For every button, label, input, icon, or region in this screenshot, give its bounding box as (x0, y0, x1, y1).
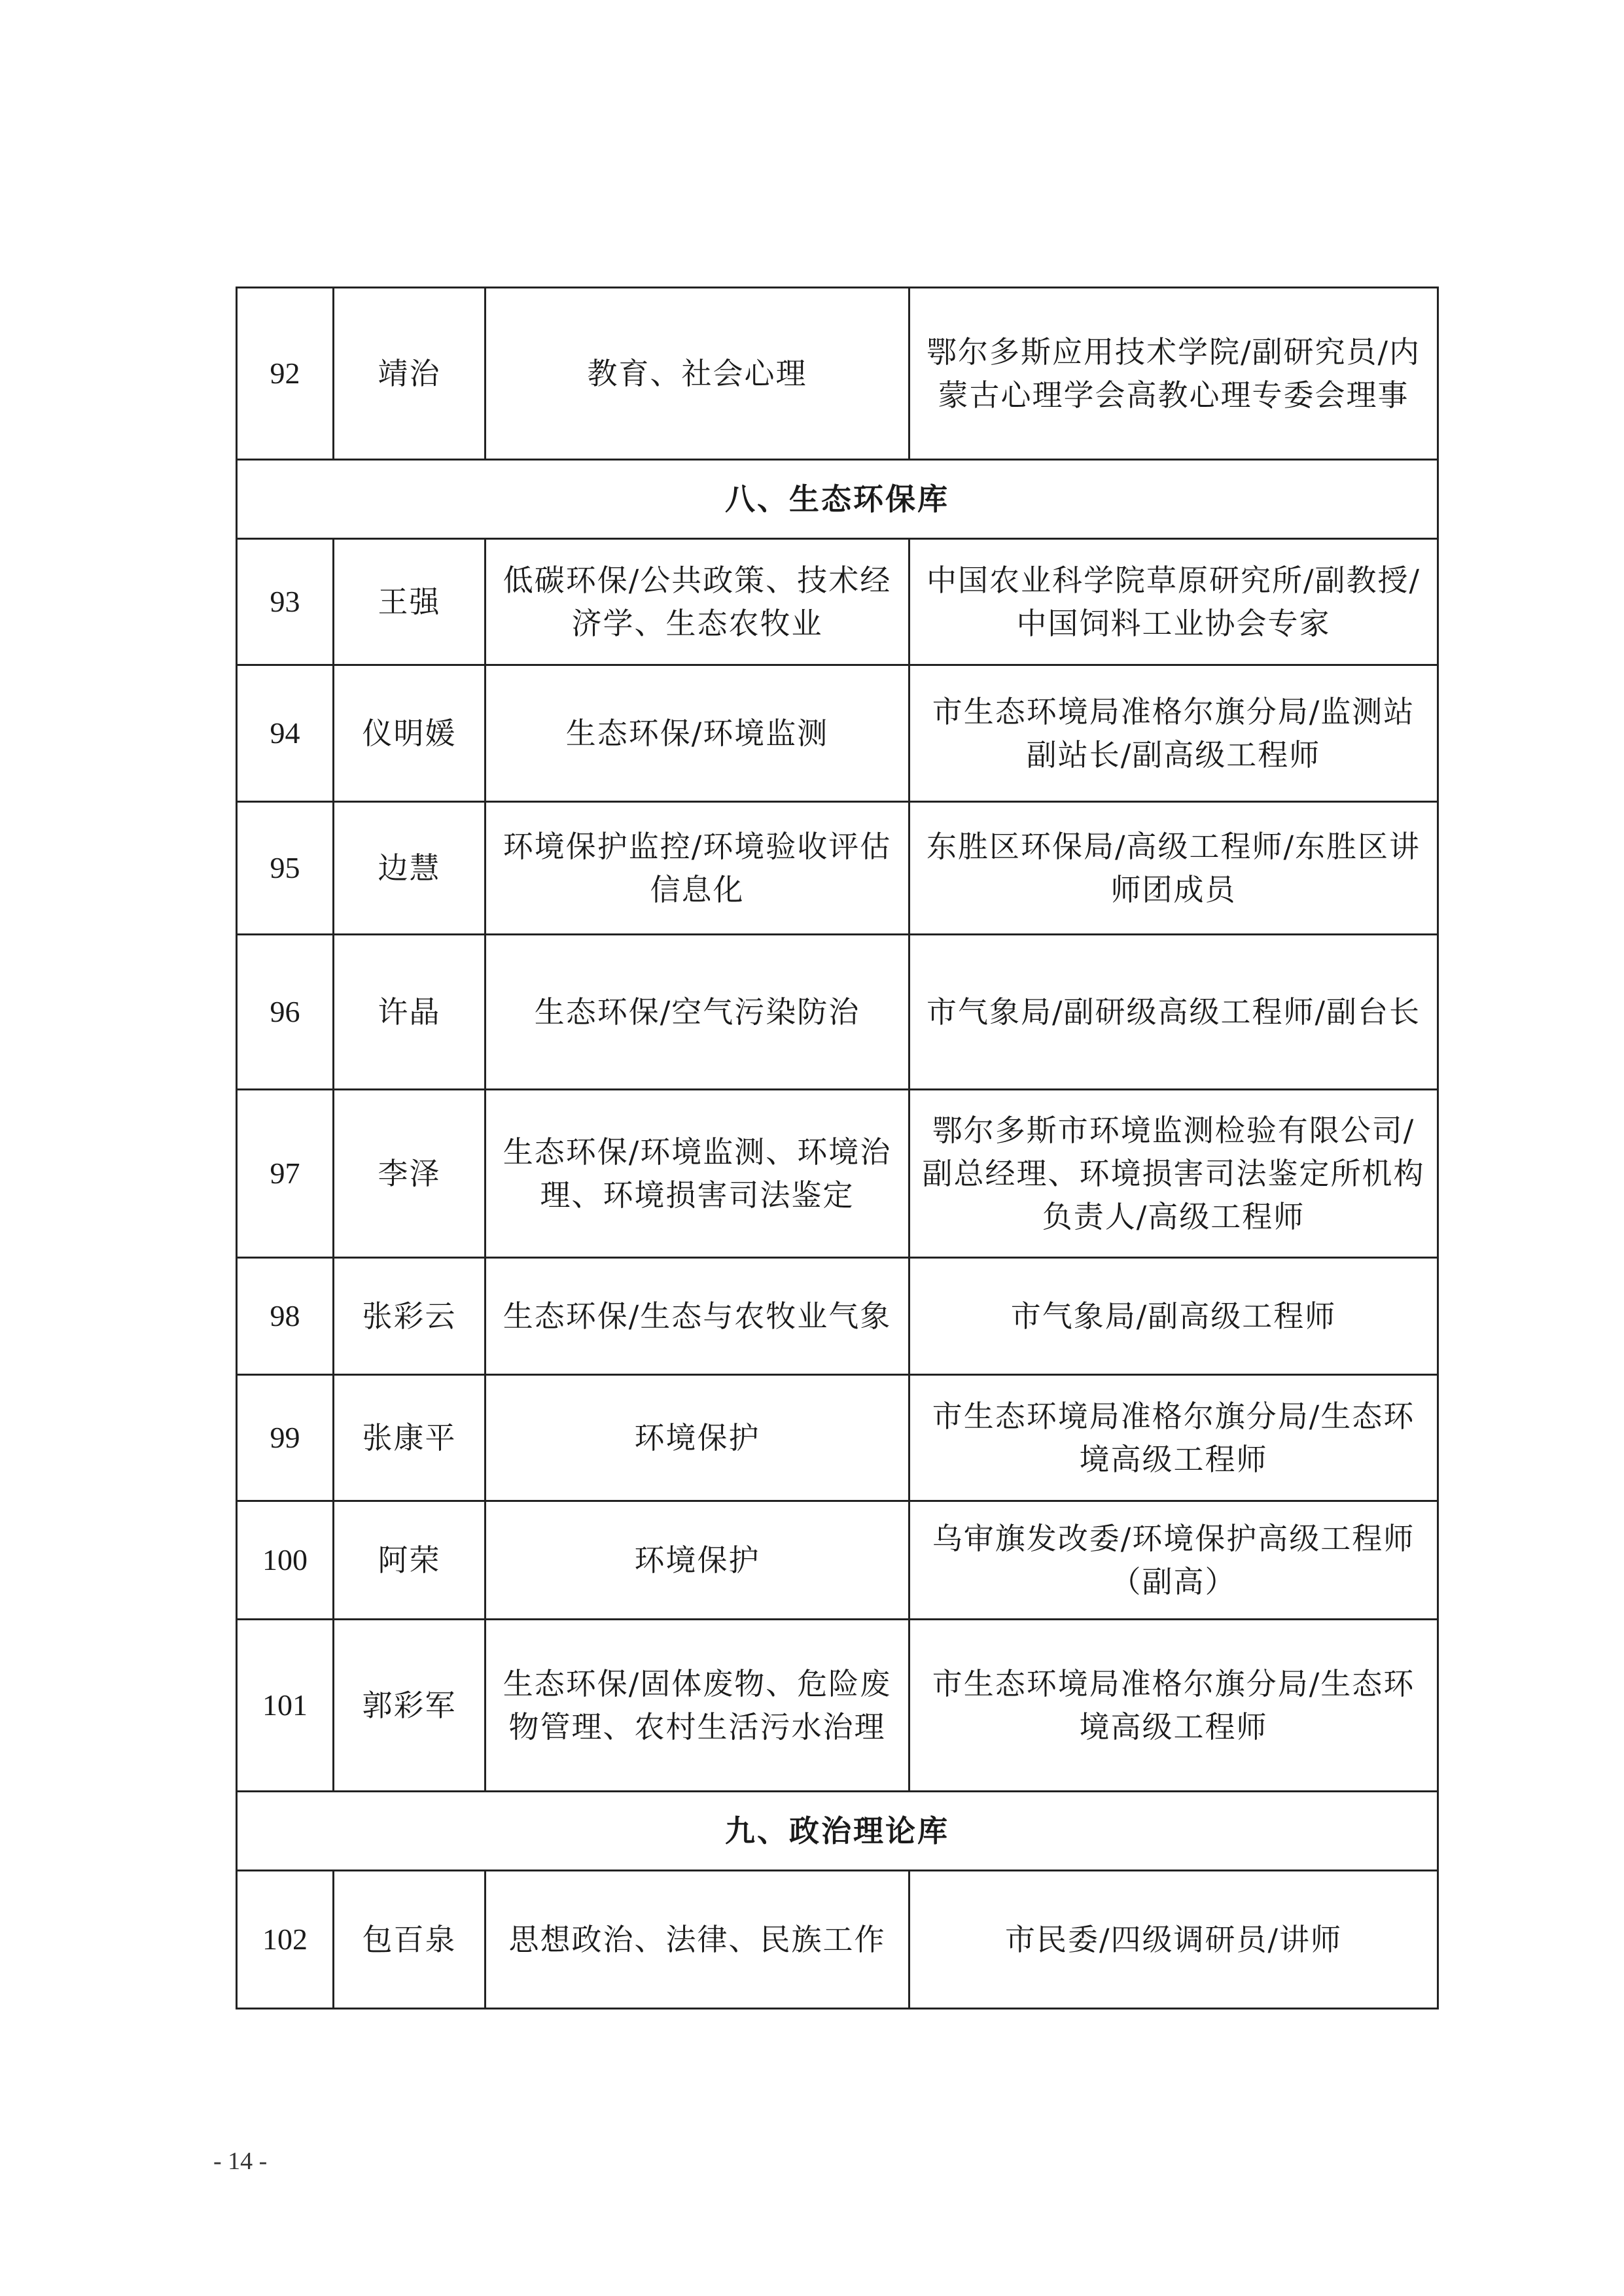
row-number-cell: 100 (237, 1501, 334, 1620)
field-cell: 环境保护 (485, 1375, 909, 1501)
row-number-cell: 101 (237, 1620, 334, 1792)
section-title: 九、政治理论库 (237, 1792, 1438, 1871)
section-header-row (237, 460, 1438, 539)
table-row (237, 1375, 1438, 1501)
table-row (237, 1090, 1438, 1258)
row-number-cell: 98 (237, 1258, 334, 1375)
field-cell: 教育、社会心理 (485, 288, 909, 460)
unit-title-cell: 市民委/四级调研员/讲师 (909, 1871, 1438, 2009)
unit-title-cell: 鄂尔多斯应用技术学院/副研究员/内蒙古心理学会高教心理专委会理事 (909, 288, 1438, 460)
unit-title-cell: 市生态环境局准格尔旗分局/监测站副站长/副高级工程师 (909, 665, 1438, 802)
table-row (237, 1871, 1438, 2009)
section-title: 八、生态环保库 (237, 460, 1438, 539)
section-header-row (237, 1792, 1438, 1871)
table-row (237, 802, 1438, 935)
name-cell: 仪明媛 (334, 665, 485, 802)
name-cell: 许晶 (334, 935, 485, 1090)
name-cell: 阿荣 (334, 1501, 485, 1620)
table-row (237, 1258, 1438, 1375)
name-cell: 边慧 (334, 802, 485, 935)
unit-title-cell: 市生态环境局准格尔旗分局/生态环境高级工程师 (909, 1620, 1438, 1792)
expert-roster-table (236, 287, 1439, 2009)
unit-title-cell: 东胜区环保局/高级工程师/东胜区讲师团成员 (909, 802, 1438, 935)
field-cell: 低碳环保/公共政策、技术经济学、生态农牧业 (485, 539, 909, 665)
field-cell: 环境保护监控/环境验收评估信息化 (485, 802, 909, 935)
name-cell: 张康平 (334, 1375, 485, 1501)
field-cell: 生态环保/空气污染防治 (485, 935, 909, 1090)
unit-title-cell: 市气象局/副高级工程师 (909, 1258, 1438, 1375)
row-number-cell: 94 (237, 665, 334, 802)
row-number-cell: 97 (237, 1090, 334, 1258)
table-row (237, 1501, 1438, 1620)
field-cell: 生态环保/环境监测、环境治理、环境损害司法鉴定 (485, 1090, 909, 1258)
name-cell: 王强 (334, 539, 485, 665)
name-cell: 郭彩军 (334, 1620, 485, 1792)
unit-title-cell: 市生态环境局准格尔旗分局/生态环境高级工程师 (909, 1375, 1438, 1501)
name-cell: 靖治 (334, 288, 485, 460)
unit-title-cell: 鄂尔多斯市环境监测检验有限公司/副总经理、环境损害司法鉴定所机构负责人/高级工程师 (909, 1090, 1438, 1258)
page-number: - 14 - (213, 2148, 268, 2175)
field-cell: 生态环保/生态与农牧业气象 (485, 1258, 909, 1375)
row-number-cell: 99 (237, 1375, 334, 1501)
unit-title-cell: 乌审旗发改委/环境保护高级工程师（副高） (909, 1501, 1438, 1620)
row-number-cell: 102 (237, 1871, 334, 2009)
roster-body (237, 288, 1438, 2009)
field-cell: 环境保护 (485, 1501, 909, 1620)
field-cell: 生态环保/固体废物、危险废物管理、农村生活污水治理 (485, 1620, 909, 1792)
table-row (237, 539, 1438, 665)
table-row (237, 1620, 1438, 1792)
row-number-cell: 92 (237, 288, 334, 460)
name-cell: 包百泉 (334, 1871, 485, 2009)
table-row (237, 935, 1438, 1090)
name-cell: 李泽 (334, 1090, 485, 1258)
table-row (237, 665, 1438, 802)
row-number-cell: 95 (237, 802, 334, 935)
name-cell: 张彩云 (334, 1258, 485, 1375)
row-number-cell: 93 (237, 539, 334, 665)
table-row (237, 288, 1438, 460)
field-cell: 思想政治、法律、民族工作 (485, 1871, 909, 2009)
unit-title-cell: 市气象局/副研级高级工程师/副台长 (909, 935, 1438, 1090)
unit-title-cell: 中国农业科学院草原研究所/副教授/中国饲料工业协会专家 (909, 539, 1438, 665)
field-cell: 生态环保/环境监测 (485, 665, 909, 802)
row-number-cell: 96 (237, 935, 334, 1090)
